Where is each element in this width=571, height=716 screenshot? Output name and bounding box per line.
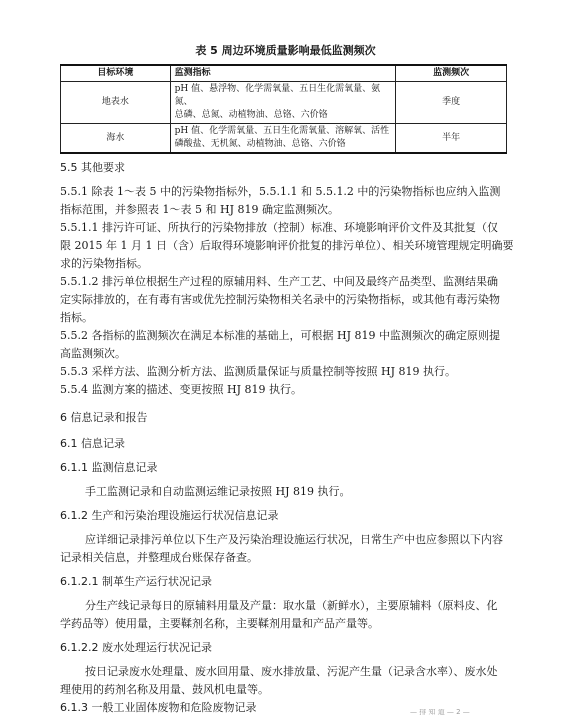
- indicators-line: 磷酸盐、无机氮、动植物油、总铬、六价铬: [174, 139, 346, 149]
- monitoring-frequency-table: [60, 64, 507, 154]
- indicators-line: pH 值、化学需氧量、五日生化需氧量、溶解氧、活性: [174, 126, 390, 136]
- table-row: [61, 82, 507, 124]
- cell-target: 地表水: [61, 82, 171, 124]
- section-heading-6-1-2: 6.1.2 生产和污染治理设施运行状况信息记录: [60, 509, 279, 522]
- paragraph-6-1-2-2: 理使用的药剂名称及用量、鼓风机电量等。: [60, 683, 269, 696]
- cell-frequency: 季度: [396, 82, 507, 124]
- section-heading-6-1-2-1: 6.1.2.1 制革生产运行状况记录: [60, 575, 212, 588]
- header-target: 目标环境: [61, 65, 171, 82]
- paragraph-6-1-2-2: 按日记录废水处理量、废水回用量、废水排放量、污泥产生量（记录含水率）、废水处: [85, 665, 498, 678]
- header-indicators: 监测指标: [170, 65, 396, 82]
- section-heading-6-1-1: 6.1.1 监测信息记录: [60, 461, 158, 474]
- indicators-line: pH 值、悬浮物、化学需氧量、五日生化需氧量、氨氮、: [174, 84, 381, 107]
- paragraph-5-5-2: 5.5.2 各指标的监测频次在满足本标准的基础上，可根据 HJ 819 中监测频次的确定原则提: [60, 329, 500, 342]
- paragraph-5-5-1-2: 定实际排放的，在有毒有害或优先控制污染物相关名录中的污染物指标，或其他有毒污染物: [60, 293, 500, 306]
- paragraph-6-1-1: 手工监测记录和自动监测运维记录按照 HJ 819 执行。: [85, 485, 351, 498]
- paragraph-6-1-2-1: 学药品等）使用量，主要鞣剂名称，主要鞣剂用量和产品产量等。: [60, 617, 379, 630]
- section-heading-6-1-3: 6.1.3 一般工业固体废物和危险废物记录: [60, 701, 257, 714]
- table-title: 表 5 周边环境质量影响最低监测频次: [195, 44, 376, 57]
- section-heading-6-1: 6.1 信息记录: [60, 437, 125, 450]
- cell-target: 海水: [61, 124, 171, 154]
- paragraph-5-5-4: 5.5.4 监测方案的描述、变更按照 HJ 819 执行。: [60, 383, 302, 396]
- paragraph-6-1-2: 应详细记录排污单位以下生产及污染治理设施运行状况，日常生产中也应参照以下内容: [85, 533, 503, 546]
- cell-frequency: 半年: [396, 124, 507, 154]
- table-header-row: [61, 65, 507, 82]
- paragraph-5-5-1-1: 限 2015 年 1 月 1 日（含）后取得环境影响评价批复的排污单位）、相关环境管理规定明确要: [60, 239, 514, 252]
- paragraph-6-1-2: 记录相关信息，并整理成台账保存备查。: [60, 551, 258, 564]
- paragraph-5-5-1-2: 5.5.1.2 排污单位根据生产过程的原辅用料、生产工艺、中间及最终产品类型、监测结果确: [60, 275, 498, 288]
- watermark-text: — 排 知 道 — 2 —: [410, 709, 470, 716]
- paragraph-6-1-2-1: 分生产线记录每日的原辅料用量及产量：取水量（新鲜水），主要原辅料（原料皮、化: [85, 599, 498, 612]
- section-heading-6: 6 信息记录和报告: [60, 411, 148, 424]
- paragraph-5-5-2: 高监测频次。: [60, 347, 126, 360]
- cell-indicators: [170, 124, 396, 154]
- table-row: [61, 124, 507, 154]
- paragraph-5-5-1-1: 5.5.1.1 排污许可证、所执行的污染物排放（控制）标准、环境影响评价文件及其批复（仅: [60, 221, 498, 234]
- section-heading-5-5: 5.5 其他要求: [60, 161, 125, 174]
- header-frequency: 监测频次: [396, 65, 507, 82]
- indicators-line: 总磷、总氮、动植物油、总铬、六价铬: [174, 110, 328, 120]
- paragraph-5-5-1-1: 求的污染物指标。: [60, 257, 148, 270]
- paragraph-5-5-3: 5.5.3 采样方法、监测分析方法、监测质量保证与质量控制等按照 HJ 819 执行。: [60, 365, 456, 378]
- section-heading-6-1-2-2: 6.1.2.2 废水处理运行状况记录: [60, 641, 212, 654]
- paragraph-5-5-1: 5.5.1 除表 1～表 5 中的污染物指标外，5.5.1.1 和 5.5.1.2 中的污染物指标也应纳入监测: [60, 185, 501, 198]
- cell-indicators: [170, 82, 396, 124]
- paragraph-5-5-1: 指标范围，并参照表 1～表 5 和 HJ 819 确定监测频次。: [60, 203, 339, 216]
- paragraph-5-5-1-2: 指标。: [60, 311, 93, 324]
